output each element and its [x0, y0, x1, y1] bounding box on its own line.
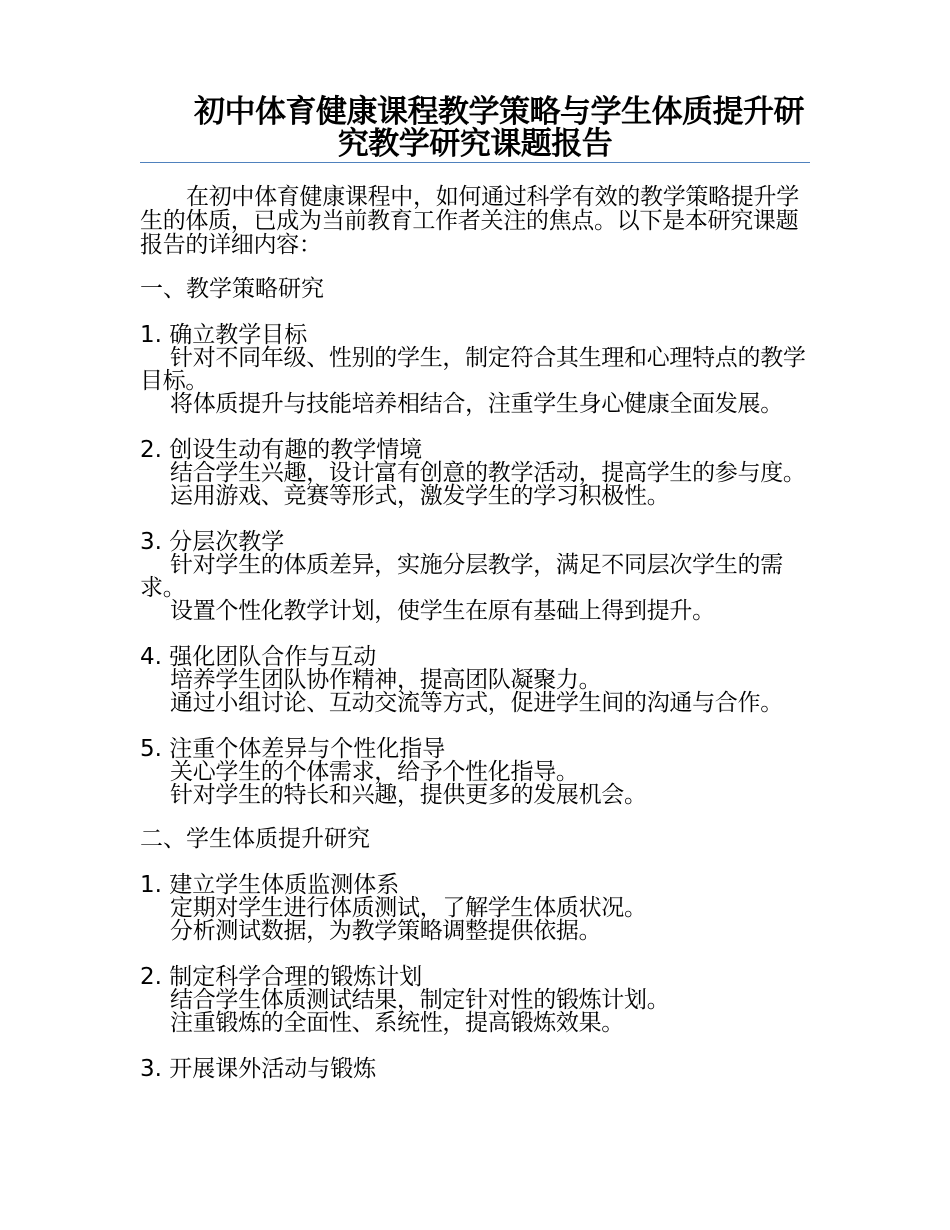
- item-point: 结合学生兴趣，设计富有创意的教学活动，提高学生的参与度。: [170, 460, 806, 486]
- document-page: [140, 96, 810, 1081]
- item-title: 3. 分层次教学: [140, 529, 285, 555]
- item-point: 针对学生的体质差异，实施分层教学，满足不同层次学生的需求。: [140, 552, 783, 601]
- item-title: 5. 注重个体差异与个性化指导: [140, 736, 446, 762]
- list-item: [140, 438, 810, 508]
- list-item: [140, 530, 810, 623]
- item-title: 1. 建立学生体质监测体系: [140, 872, 400, 898]
- list-item: [140, 645, 810, 715]
- section-heading-teaching-strategy: 一、教学策略研究: [140, 276, 324, 302]
- section-heading-physical-fitness: 二、学生体质提升研究: [140, 826, 370, 852]
- item-point: 运用游戏、竞赛等形式，激发学生的学习积极性。: [170, 483, 670, 509]
- list-item: [140, 1057, 810, 1081]
- item-title: 1. 确立教学目标: [140, 322, 308, 348]
- item-point: 注重锻炼的全面性、系统性，提高锻炼效果。: [170, 1010, 625, 1036]
- item-point: 针对不同年级、性别的学生，制定符合其生理和心理特点的教学目标。: [140, 345, 806, 394]
- item-point: 培养学生团队协作精神，提高团队凝聚力。: [170, 667, 602, 693]
- item-point: 结合学生体质测试结果，制定针对性的锻炼计划。: [170, 987, 670, 1013]
- list-item: [140, 737, 810, 807]
- item-title: 2. 创设生动有趣的教学情境: [140, 437, 423, 463]
- item-title: 4. 强化团队合作与互动: [140, 644, 377, 670]
- document-title: 初中体育健康课程教学策略与学生体质提升研究教学研究课题报告: [194, 94, 804, 162]
- item-point: 定期对学生进行体质测试，了解学生体质状况。: [170, 895, 647, 921]
- item-point: 将体质提升与技能培养相结合，注重学生身心健康全面发展。: [170, 391, 783, 417]
- list-item: [140, 965, 810, 1035]
- list-item: [140, 873, 810, 943]
- item-point: 针对学生的特长和兴趣，提供更多的发展机会。: [170, 782, 647, 808]
- title-underline: [140, 162, 810, 163]
- item-point: 通过小组讨论、互动交流等方式，促进学生间的沟通与合作。: [170, 690, 783, 716]
- item-point: 分析测试数据，为教学策略调整提供依据。: [170, 918, 602, 944]
- intro-paragraph: 在初中体育健康课程中，如何通过科学有效的教学策略提升学生的体质，已成为当前教育工作者关注的焦点。以下是本研究课题报告的详细内容：: [140, 184, 799, 258]
- list-item: [140, 323, 810, 416]
- item-title: 3. 开展课外活动与锻炼: [140, 1056, 377, 1082]
- item-title: 2. 制定科学合理的锻炼计划: [140, 964, 423, 990]
- item-point: 设置个性化教学计划，使学生在原有基础上得到提升。: [170, 598, 715, 624]
- item-point: 关心学生的个体需求，给予个性化指导。: [170, 759, 579, 785]
